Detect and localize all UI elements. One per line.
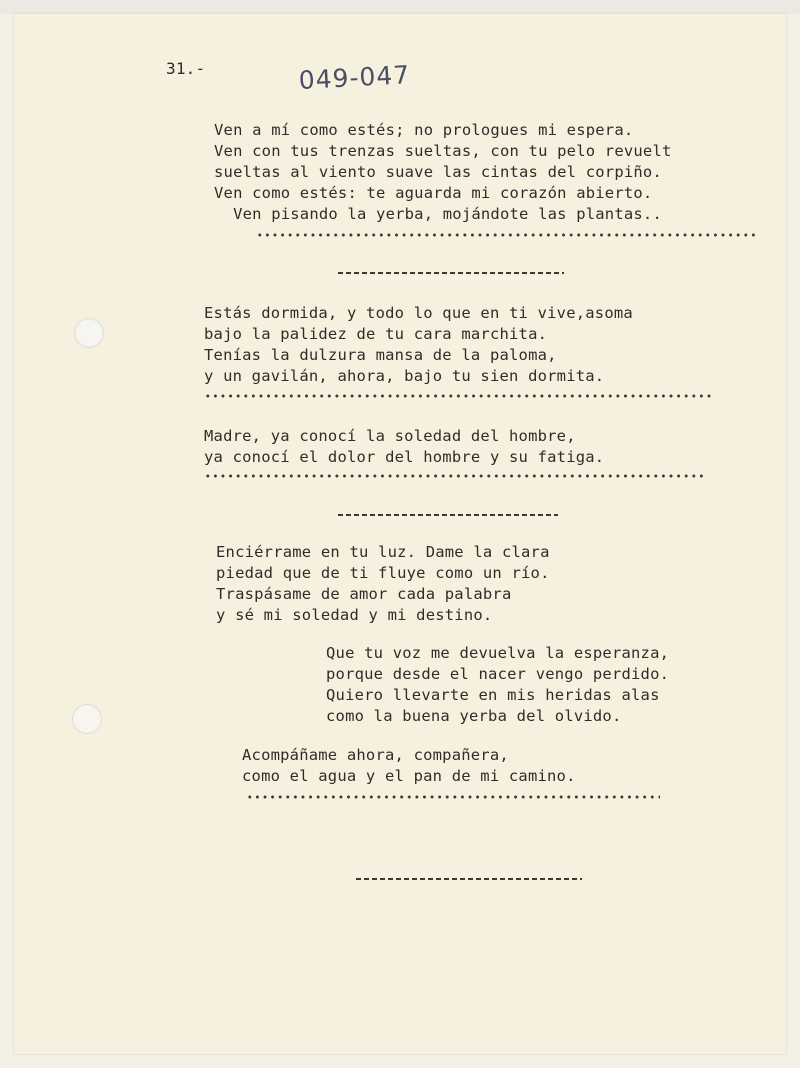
page-number: 31.- [166,59,206,78]
dotted-separator [256,232,756,238]
dashed-separator [338,514,558,516]
poem-line: y un gavilán, ahora, bajo tu sien dormita. [204,367,605,385]
poem-line: Enciérrame en tu luz. Dame la clara [216,543,550,561]
dotted-separator [246,794,660,800]
scan-top-edge [0,0,800,14]
dotted-separator [204,393,712,399]
poem-line: ya conocí el dolor del hombre y su fatiga. [204,448,605,466]
poem-line: Ven pisando la yerba, mojándote las plantas.. [214,205,662,223]
poem-line: Quiero llevarte en mis heridas alas [326,686,660,704]
dashed-separator [338,272,564,274]
poem-line: Acompáñame ahora, compañera, [242,746,509,764]
poem-line: porque desde el nacer vengo perdido. [326,665,670,683]
poem-line: Ven a mí como estés; no prologues mi espera. [214,121,634,139]
poem-line: Traspásame de amor cada palabra [216,585,512,603]
poem-line: sueltas al viento suave las cintas del corpiño. [214,163,662,181]
poem-line: piedad que de ti fluye como un río. [216,564,550,582]
punch-hole-upper [74,318,104,348]
punch-hole-lower [72,704,102,734]
dotted-separator [204,473,704,479]
poem-line: Tenías la dulzura mansa de la paloma, [204,346,557,364]
poem-line: Que tu voz me devuelva la esperanza, [326,644,670,662]
poem-line: Estás dormida, y todo lo que en ti vive,asoma [204,304,633,322]
poem-line: como el agua y el pan de mi camino. [242,767,576,785]
poem-line: bajo la palidez de tu cara marchita. [204,325,548,343]
dashed-separator [356,878,582,880]
poem-line: Madre, ya conocí la soledad del hombre, [204,427,576,445]
poem-line: como la buena yerba del olvido. [326,707,622,725]
poem-line: Ven con tus trenzas sueltas, con tu pelo revuelt [214,142,672,160]
poem-line: y sé mi soledad y mi destino. [216,606,493,624]
handwritten-archive-code: 049-047 [298,60,411,95]
poem-line: Ven como estés: te aguarda mi corazón abierto. [214,184,653,202]
